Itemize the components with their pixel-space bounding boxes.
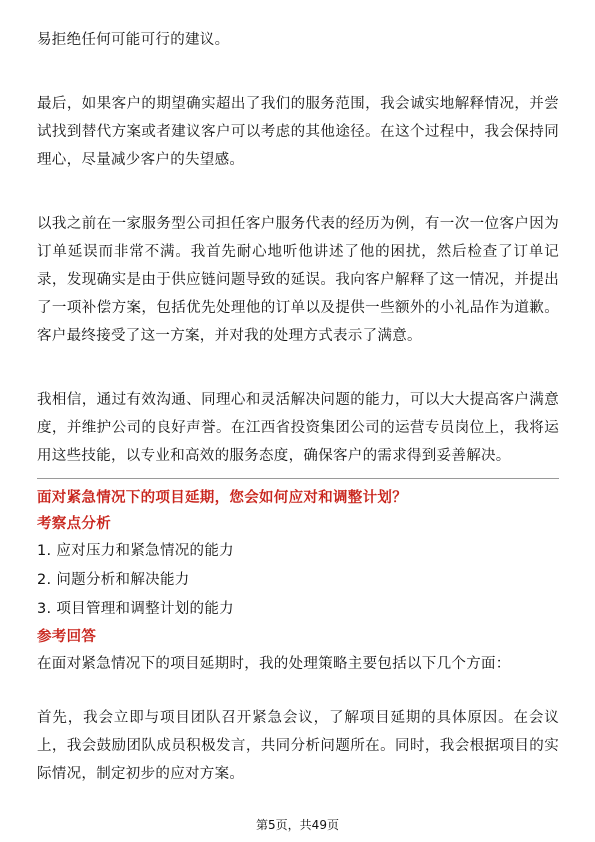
answer-intro: 在面对紧急情况下的项目延期时，我的处理策略主要包括以下几个方面： xyxy=(37,656,511,672)
list-item: 1. 应对压力和紧急情况的能力 xyxy=(37,543,234,559)
page-number: 第5页，共49页 xyxy=(256,818,339,832)
list-item: 3. 项目管理和调整计划的能力 xyxy=(37,601,234,617)
paragraph-continued: 易拒绝任何可能可行的建议。 xyxy=(37,32,230,48)
interview-question: 面对紧急情况下的项目延期，您会如何应对和调整计划？ xyxy=(37,490,407,506)
answer-heading: 参考回答 xyxy=(37,629,97,645)
document-page xyxy=(37,26,559,788)
list-item: 2. 问题分析和解决能力 xyxy=(37,572,190,588)
paragraph-last-resort: 最后，如果客户的期望确实超出了我们的服务范围，我会诚实地解释情况，并尝试找到替代方案或者建议客户可以考虑的其他途径。在这个过程中，我会保持同理心，尽量减少客户的失望感。 xyxy=(37,96,559,168)
spacer xyxy=(37,54,559,90)
spacer xyxy=(37,678,559,704)
analysis-heading: 考察点分析 xyxy=(37,516,111,532)
paragraph-example: 以我之前在一家服务型公司担任客户服务代表的经历为例，有一次一位客户因为订单延误而非常不满。我首先耐心地听他讲述了他的困扰，然后检查了订单记录，发现确实是由于供应链问题导致的延误。我向客户解释了这一情况，并提出了一项补偿方案，包括优先处理他的订单以及提供一些额外的小礼品作为道歉。客户最终接受了这一方案，并对我的处理方式表示了满意。 xyxy=(37,216,559,344)
answer-paragraph: 首先，我会立即与项目团队召开紧急会议，了解项目延期的具体原因。在会议上，我会鼓励团队成员积极发言，共同分析问题所在。同时，我会根据项目的实际情况，制定初步的应对方案。 xyxy=(37,710,559,782)
spacer xyxy=(37,350,559,386)
paragraph-conclusion: 我相信，通过有效沟通、同理心和灵活解决问题的能力，可以大大提高客户满意度，并维护公司的良好声誉。在江西省投资集团公司的运营专员岗位上，我将运用这些技能，以专业和高效的服务态度，确保客户的需求得到妥善解决。 xyxy=(37,392,559,464)
analysis-list xyxy=(37,537,559,624)
spacer xyxy=(37,174,559,210)
section-divider xyxy=(37,478,559,479)
